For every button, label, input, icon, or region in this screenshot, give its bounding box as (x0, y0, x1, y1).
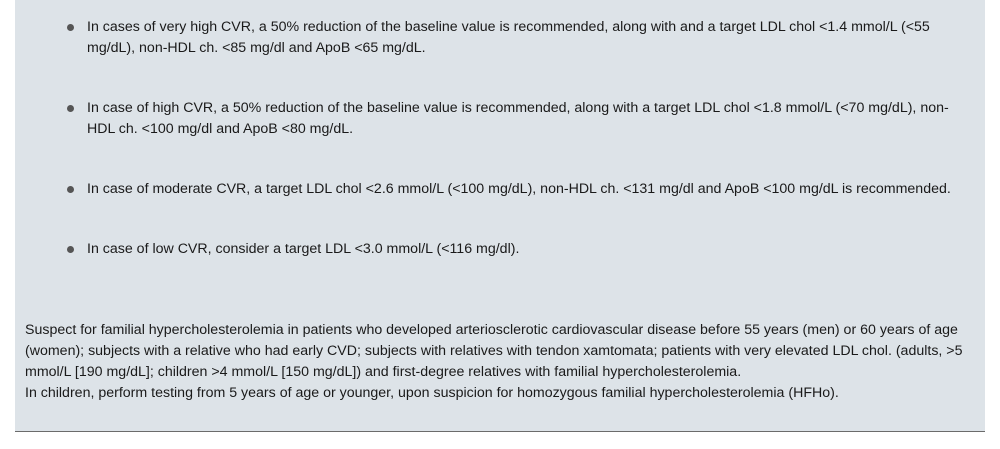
paragraph-children-testing: In children, perform testing from 5 years of age or younger, upon suspicion for homozygous familial hypercholesterolemia (HFHo). (25, 385, 839, 401)
list-item (15, 98, 985, 140)
list-item (15, 17, 985, 59)
screening-paragraphs (25, 320, 970, 404)
paragraph-familial-hypercholesterolemia: Suspect for familial hypercholesterolemia in patients who developed arteriosclerotic cardiovascular disease before 55 years (men) or 60 years of age (women); subjects with a relative who had early CVD; subjects with relatives with tendon xamtomata; patients with very elevated LDL chol. (adults, >5 mmol/L [190 mg/dL]; children >4 mmol/L [150 mg/dL]) and first-degree relatives with familial hypercholesterolemia. (25, 322, 963, 380)
recommendation-list (15, 17, 985, 260)
list-item-text: In case of moderate CVR, a target LDL chol <2.6 mmol/L (<100 mg/dL), non-HDL ch. <131 mg/dl and ApoB <100 mg/dL is recommended. (87, 181, 951, 197)
table-cell-panel (15, 0, 985, 432)
list-item (15, 239, 985, 260)
bullet-icon (67, 186, 74, 193)
bullet-icon (67, 246, 74, 253)
list-item (15, 179, 985, 200)
list-item-text: In case of low CVR, consider a target LDL <3.0 mmol/L (<116 mg/dl). (87, 241, 520, 257)
list-item-text: In cases of very high CVR, a 50% reduction of the baseline value is recommended, along with and a target LDL chol <1.4 mmol/L (<55 mg/dL), non-HDL ch. <85 mg/dl and ApoB <65 mg/dL. (87, 19, 930, 56)
bullet-icon (67, 105, 74, 112)
bullet-icon (67, 24, 74, 31)
list-item-text: In case of high CVR, a 50% reduction of the baseline value is recommended, along with a target LDL chol <1.8 mmol/L (<70 mg/dL), non-HDL ch. <100 mg/dl and ApoB <80 mg/dL. (87, 100, 949, 137)
